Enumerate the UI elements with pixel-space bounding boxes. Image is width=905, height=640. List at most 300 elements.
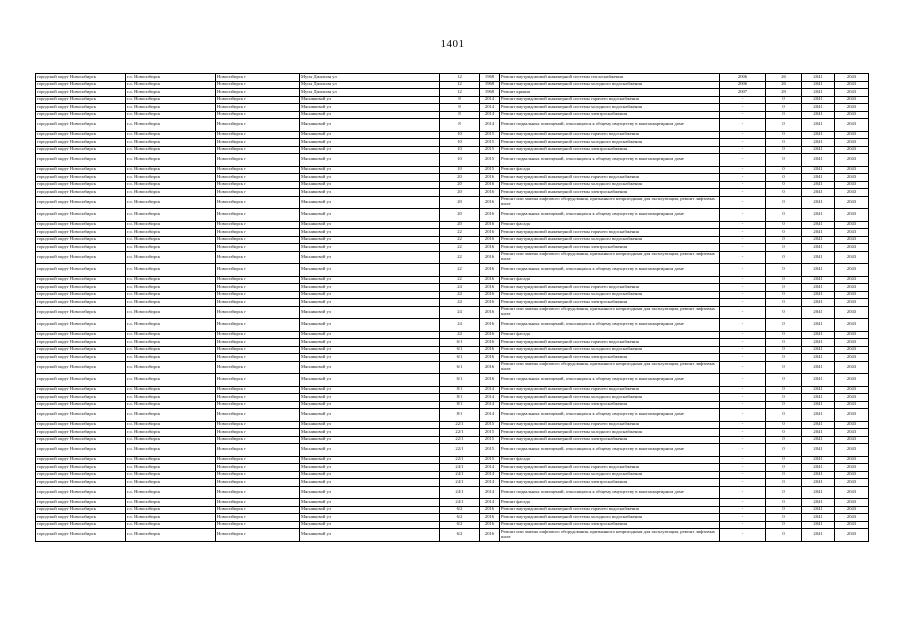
- work-type-cell: Ремонт внутридомовой инженерной системы холодного водоснабжения: [500, 236, 720, 244]
- municipality-cell: городской округ Новосибирск: [36, 174, 126, 182]
- municipality-cell: городской округ Новосибирск: [36, 189, 126, 197]
- table-row: [36, 506, 869, 514]
- district-cell: г.о. Новосибирск: [126, 394, 216, 402]
- plan-start-cell: 2041: [802, 181, 835, 189]
- year-cell: 2016: [480, 506, 500, 514]
- wear-cell: 0: [766, 131, 802, 139]
- street-cell: Мясниковой ул: [300, 521, 440, 529]
- plan-end-cell: 2043: [835, 189, 869, 197]
- plan-start-cell: 2041: [802, 189, 835, 197]
- plan-start-cell: 2041: [802, 409, 835, 422]
- district-cell: г.о. Новосибирск: [126, 444, 216, 457]
- city-cell: Новосибирск г: [216, 421, 300, 429]
- plan-end-cell: 2043: [835, 401, 869, 409]
- city-cell: Новосибирск г: [216, 506, 300, 514]
- municipality-cell: городской округ Новосибирск: [36, 81, 126, 89]
- street-cell: Мясниковой ул: [300, 221, 440, 229]
- plan-start-cell: 2041: [802, 236, 835, 244]
- house-cell: 10: [440, 131, 480, 139]
- district-cell: г.о. Новосибирск: [126, 401, 216, 409]
- district-cell: г.о. Новосибирск: [126, 521, 216, 529]
- plan-end-cell: 2043: [835, 361, 869, 374]
- city-cell: Новосибирск г: [216, 229, 300, 237]
- district-cell: г.о. Новосибирск: [126, 339, 216, 347]
- city-cell: Новосибирск г: [216, 331, 300, 339]
- city-cell: Новосибирск г: [216, 299, 300, 307]
- wear-cell: 0: [766, 464, 802, 472]
- table-row: [36, 229, 869, 237]
- prior-year-cell: -: [720, 139, 766, 147]
- table-row: [36, 81, 869, 89]
- municipality-cell: городской округ Новосибирск: [36, 506, 126, 514]
- district-cell: г.о. Новосибирск: [126, 284, 216, 292]
- year-cell: 2016: [480, 331, 500, 339]
- wear-cell: 26: [766, 81, 802, 89]
- street-cell: Мусы Джалиля ул: [300, 74, 440, 82]
- repair-schedule-table: [35, 73, 868, 542]
- district-cell: г.о. Новосибирск: [126, 514, 216, 522]
- year-cell: 2016: [480, 529, 500, 542]
- work-type-cell: Ремонт внутридомовой инженерной системы электроснабжения: [500, 521, 720, 529]
- plan-start-cell: 2041: [802, 421, 835, 429]
- table-row: [36, 96, 869, 104]
- prior-year-cell: -: [720, 131, 766, 139]
- district-cell: г.о. Новосибирск: [126, 506, 216, 514]
- municipality-cell: городской округ Новосибирск: [36, 514, 126, 522]
- table-row: [36, 74, 869, 82]
- city-cell: Новосибирск г: [216, 306, 300, 319]
- house-cell: 6/1: [440, 346, 480, 354]
- table-row: [36, 89, 869, 97]
- table-row: [36, 154, 869, 167]
- city-cell: Новосибирск г: [216, 346, 300, 354]
- year-cell: 2014: [480, 464, 500, 472]
- city-cell: Новосибирск г: [216, 284, 300, 292]
- year-cell: 2016: [480, 291, 500, 299]
- table-row: [36, 189, 869, 197]
- prior-year-cell: -: [720, 196, 766, 209]
- year-cell: 2016: [480, 181, 500, 189]
- district-cell: г.о. Новосибирск: [126, 386, 216, 394]
- district-cell: г.о. Новосибирск: [126, 486, 216, 499]
- municipality-cell: городской округ Новосибирск: [36, 374, 126, 387]
- table-row: [36, 479, 869, 487]
- work-type-cell: Ремонт внутридомовой инженерной системы горячего водоснабжения: [500, 96, 720, 104]
- table-row: [36, 409, 869, 422]
- district-cell: г.о. Новосибирск: [126, 81, 216, 89]
- district-cell: г.о. Новосибирск: [126, 429, 216, 437]
- plan-end-cell: 2043: [835, 276, 869, 284]
- wear-cell: 0: [766, 339, 802, 347]
- street-cell: Мясниковой ул: [300, 299, 440, 307]
- table-row: [36, 346, 869, 354]
- street-cell: Мясниковой ул: [300, 276, 440, 284]
- work-type-cell: Ремонт подвальных помещений, относящихся к общему имуществу в многоквартирном доме: [500, 154, 720, 167]
- year-cell: 2016: [480, 196, 500, 209]
- plan-end-cell: 2043: [835, 174, 869, 182]
- table-row: [36, 386, 869, 394]
- house-cell: 8: [440, 111, 480, 119]
- municipality-cell: городской округ Новосибирск: [36, 236, 126, 244]
- city-cell: Новосибирск г: [216, 464, 300, 472]
- plan-start-cell: 2041: [802, 119, 835, 132]
- year-cell: 2016: [480, 284, 500, 292]
- house-cell: 12: [440, 89, 480, 97]
- city-cell: Новосибирск г: [216, 146, 300, 154]
- year-cell: 2015: [480, 421, 500, 429]
- table-row: [36, 444, 869, 457]
- house-cell: 20: [440, 221, 480, 229]
- wear-cell: 0: [766, 139, 802, 147]
- city-cell: Новосибирск г: [216, 429, 300, 437]
- house-cell: 20: [440, 196, 480, 209]
- prior-year-cell: -: [720, 354, 766, 362]
- street-cell: Мясниковой ул: [300, 374, 440, 387]
- plan-end-cell: 2043: [835, 331, 869, 339]
- year-cell: 2016: [480, 299, 500, 307]
- wear-cell: 0: [766, 499, 802, 507]
- prior-year-cell: -: [720, 119, 766, 132]
- work-type-cell: Ремонт внутридомовой инженерной системы электроснабжения: [500, 189, 720, 197]
- table-row: [36, 104, 869, 112]
- work-type-cell: Ремонт внутридомовой инженерной системы горячего водоснабжения: [500, 131, 720, 139]
- year-cell: 2014: [480, 386, 500, 394]
- house-cell: 24/1: [440, 464, 480, 472]
- table-row: [36, 514, 869, 522]
- house-cell: 8/1: [440, 386, 480, 394]
- house-cell: 6/2: [440, 514, 480, 522]
- street-cell: Мясниковой ул: [300, 96, 440, 104]
- wear-cell: 0: [766, 386, 802, 394]
- prior-year-cell: -: [720, 409, 766, 422]
- street-cell: Мясниковой ул: [300, 401, 440, 409]
- year-cell: 2016: [480, 276, 500, 284]
- district-cell: г.о. Новосибирск: [126, 421, 216, 429]
- plan-start-cell: 2041: [802, 251, 835, 264]
- district-cell: г.о. Новосибирск: [126, 529, 216, 542]
- house-cell: 24: [440, 299, 480, 307]
- table-row: [36, 196, 869, 209]
- prior-year-cell: -: [720, 514, 766, 522]
- city-cell: Новосибирск г: [216, 196, 300, 209]
- district-cell: г.о. Новосибирск: [126, 264, 216, 277]
- municipality-cell: городской округ Новосибирск: [36, 331, 126, 339]
- street-cell: Мясниковой ул: [300, 506, 440, 514]
- house-cell: 8/1: [440, 409, 480, 422]
- district-cell: г.о. Новосибирск: [126, 139, 216, 147]
- municipality-cell: городской округ Новосибирск: [36, 181, 126, 189]
- house-cell: 24: [440, 319, 480, 332]
- plan-start-cell: 2041: [802, 361, 835, 374]
- wear-cell: 0: [766, 394, 802, 402]
- prior-year-cell: -: [720, 209, 766, 222]
- house-cell: 8: [440, 119, 480, 132]
- plan-end-cell: 2043: [835, 284, 869, 292]
- municipality-cell: городской округ Новосибирск: [36, 244, 126, 252]
- wear-cell: 0: [766, 96, 802, 104]
- district-cell: г.о. Новосибирск: [126, 374, 216, 387]
- year-cell: 2016: [480, 521, 500, 529]
- city-cell: Новосибирск г: [216, 119, 300, 132]
- plan-start-cell: 2041: [802, 104, 835, 112]
- municipality-cell: городской округ Новосибирск: [36, 464, 126, 472]
- district-cell: г.о. Новосибирск: [126, 131, 216, 139]
- plan-end-cell: 2043: [835, 514, 869, 522]
- wear-cell: 26: [766, 74, 802, 82]
- street-cell: Мясниковой ул: [300, 464, 440, 472]
- wear-cell: 29: [766, 89, 802, 97]
- page-number: 1401: [440, 38, 465, 50]
- street-cell: Мясниковой ул: [300, 181, 440, 189]
- wear-cell: 0: [766, 104, 802, 112]
- table-row: [36, 139, 869, 147]
- work-type-cell: Ремонт внутридомовой инженерной системы горячего водоснабжения: [500, 284, 720, 292]
- work-type-cell: Ремонт внутридомовой инженерной системы холодного водоснабжения: [500, 514, 720, 522]
- year-cell: 2015: [480, 436, 500, 444]
- plan-end-cell: 2043: [835, 196, 869, 209]
- work-type-cell: Ремонт фасада: [500, 331, 720, 339]
- wear-cell: 0: [766, 189, 802, 197]
- prior-year-cell: -: [720, 444, 766, 457]
- plan-end-cell: 2043: [835, 221, 869, 229]
- city-cell: Новосибирск г: [216, 499, 300, 507]
- district-cell: г.о. Новосибирск: [126, 119, 216, 132]
- city-cell: Новосибирск г: [216, 89, 300, 97]
- plan-end-cell: 2043: [835, 521, 869, 529]
- prior-year-cell: -: [720, 346, 766, 354]
- wear-cell: 0: [766, 264, 802, 277]
- street-cell: Мясниковой ул: [300, 421, 440, 429]
- wear-cell: 0: [766, 506, 802, 514]
- year-cell: 2014: [480, 96, 500, 104]
- year-cell: 2016: [480, 514, 500, 522]
- city-cell: Новосибирск г: [216, 386, 300, 394]
- year-cell: 2016: [480, 339, 500, 347]
- year-cell: 2014: [480, 471, 500, 479]
- year-cell: 2016: [480, 346, 500, 354]
- street-cell: Мясниковой ул: [300, 394, 440, 402]
- street-cell: Мясниковой ул: [300, 209, 440, 222]
- plan-start-cell: 2041: [802, 74, 835, 82]
- house-cell: 22/1: [440, 436, 480, 444]
- plan-end-cell: 2043: [835, 244, 869, 252]
- prior-year-cell: -: [720, 291, 766, 299]
- district-cell: г.о. Новосибирск: [126, 189, 216, 197]
- wear-cell: 0: [766, 196, 802, 209]
- prior-year-cell: -: [720, 264, 766, 277]
- plan-end-cell: 2043: [835, 306, 869, 319]
- table-row: [36, 339, 869, 347]
- table-row: [36, 436, 869, 444]
- table-row: [36, 456, 869, 464]
- city-cell: Новосибирск г: [216, 471, 300, 479]
- year-cell: 2016: [480, 319, 500, 332]
- table-row: [36, 236, 869, 244]
- year-cell: 2014: [480, 486, 500, 499]
- table-row: [36, 166, 869, 174]
- plan-start-cell: 2041: [802, 291, 835, 299]
- plan-start-cell: 2041: [802, 319, 835, 332]
- district-cell: г.о. Новосибирск: [126, 104, 216, 112]
- city-cell: Новосибирск г: [216, 394, 300, 402]
- work-type-cell: Ремонт крыши: [500, 89, 720, 97]
- city-cell: Новосибирск г: [216, 374, 300, 387]
- prior-year-cell: -: [720, 374, 766, 387]
- plan-start-cell: 2041: [802, 166, 835, 174]
- municipality-cell: городской округ Новосибирск: [36, 96, 126, 104]
- table-row: [36, 319, 869, 332]
- plan-end-cell: 2043: [835, 486, 869, 499]
- wear-cell: 0: [766, 209, 802, 222]
- municipality-cell: городской округ Новосибирск: [36, 291, 126, 299]
- work-type-cell: Ремонт внутридомовой инженерной системы холодного водоснабжения: [500, 139, 720, 147]
- work-type-cell: Ремонт внутридомовой инженерной системы теплоснабжения: [500, 74, 720, 82]
- plan-end-cell: 2043: [835, 111, 869, 119]
- prior-year-cell: -: [720, 529, 766, 542]
- street-cell: Мясниковой ул: [300, 361, 440, 374]
- street-cell: Мясниковой ул: [300, 529, 440, 542]
- district-cell: г.о. Новосибирск: [126, 354, 216, 362]
- district-cell: г.о. Новосибирск: [126, 361, 216, 374]
- municipality-cell: городской округ Новосибирск: [36, 354, 126, 362]
- plan-end-cell: 2043: [835, 354, 869, 362]
- street-cell: Мясниковой ул: [300, 319, 440, 332]
- year-cell: 2014: [480, 119, 500, 132]
- municipality-cell: городской округ Новосибирск: [36, 119, 126, 132]
- street-cell: Мясниковой ул: [300, 354, 440, 362]
- wear-cell: 0: [766, 229, 802, 237]
- work-type-cell: Ремонт внутридомовой инженерной системы электроснабжения: [500, 401, 720, 409]
- plan-start-cell: 2041: [802, 306, 835, 319]
- district-cell: г.о. Новосибирск: [126, 346, 216, 354]
- wear-cell: 0: [766, 174, 802, 182]
- district-cell: г.о. Новосибирск: [126, 196, 216, 209]
- year-cell: 2016: [480, 221, 500, 229]
- house-cell: 22/1: [440, 444, 480, 457]
- prior-year-cell: -: [720, 221, 766, 229]
- prior-year-cell: -: [720, 174, 766, 182]
- table-row: [36, 146, 869, 154]
- wear-cell: 0: [766, 244, 802, 252]
- year-cell: 2016: [480, 174, 500, 182]
- plan-start-cell: 2041: [802, 299, 835, 307]
- plan-end-cell: 2043: [835, 146, 869, 154]
- district-cell: г.о. Новосибирск: [126, 409, 216, 422]
- district-cell: г.о. Новосибирск: [126, 229, 216, 237]
- district-cell: г.о. Новосибирск: [126, 221, 216, 229]
- city-cell: Новосибирск г: [216, 154, 300, 167]
- street-cell: Мясниковой ул: [300, 119, 440, 132]
- plan-start-cell: 2041: [802, 196, 835, 209]
- work-type-cell: Ремонт внутридомовой инженерной системы электроснабжения: [500, 479, 720, 487]
- city-cell: Новосибирск г: [216, 166, 300, 174]
- municipality-cell: городской округ Новосибирск: [36, 146, 126, 154]
- prior-year-cell: -: [720, 456, 766, 464]
- city-cell: Новосибирск г: [216, 81, 300, 89]
- wear-cell: 0: [766, 514, 802, 522]
- municipality-cell: городской округ Новосибирск: [36, 131, 126, 139]
- plan-end-cell: 2043: [835, 166, 869, 174]
- plan-end-cell: 2043: [835, 436, 869, 444]
- year-cell: 2015: [480, 444, 500, 457]
- municipality-cell: городской округ Новосибирск: [36, 154, 126, 167]
- table-row: [36, 291, 869, 299]
- wear-cell: 0: [766, 319, 802, 332]
- plan-end-cell: 2043: [835, 421, 869, 429]
- plan-start-cell: 2041: [802, 146, 835, 154]
- wear-cell: 0: [766, 284, 802, 292]
- street-cell: Мясниковой ул: [300, 436, 440, 444]
- wear-cell: 0: [766, 456, 802, 464]
- table-row: [36, 119, 869, 132]
- plan-end-cell: 2043: [835, 409, 869, 422]
- district-cell: г.о. Новосибирск: [126, 251, 216, 264]
- district-cell: г.о. Новосибирск: [126, 74, 216, 82]
- work-type-cell: Ремонт внутридомовой инженерной системы электроснабжения: [500, 146, 720, 154]
- plan-start-cell: 2041: [802, 244, 835, 252]
- house-cell: 6/1: [440, 361, 480, 374]
- table-row: [36, 284, 869, 292]
- house-cell: 8/1: [440, 401, 480, 409]
- city-cell: Новосибирск г: [216, 236, 300, 244]
- municipality-cell: городской округ Новосибирск: [36, 166, 126, 174]
- wear-cell: 0: [766, 306, 802, 319]
- plan-end-cell: 2043: [835, 386, 869, 394]
- work-type-cell: Ремонт или замена лифтового оборудования, признанного непригодным для эксплуатации, ремонт лифтовых шахт: [500, 529, 720, 542]
- prior-year-cell: 2006: [720, 74, 766, 82]
- plan-start-cell: 2041: [802, 471, 835, 479]
- table-row: [36, 221, 869, 229]
- street-cell: Мясниковой ул: [300, 146, 440, 154]
- prior-year-cell: -: [720, 319, 766, 332]
- house-cell: 22: [440, 229, 480, 237]
- plan-end-cell: 2043: [835, 154, 869, 167]
- plan-end-cell: 2043: [835, 394, 869, 402]
- house-cell: 22: [440, 276, 480, 284]
- wear-cell: 0: [766, 529, 802, 542]
- street-cell: Мясниковой ул: [300, 131, 440, 139]
- municipality-cell: городской округ Новосибирск: [36, 409, 126, 422]
- year-cell: 2016: [480, 229, 500, 237]
- city-cell: Новосибирск г: [216, 251, 300, 264]
- plan-end-cell: 2043: [835, 499, 869, 507]
- plan-start-cell: 2041: [802, 354, 835, 362]
- wear-cell: 0: [766, 346, 802, 354]
- plan-start-cell: 2041: [802, 131, 835, 139]
- plan-start-cell: 2041: [802, 464, 835, 472]
- prior-year-cell: -: [720, 436, 766, 444]
- house-cell: 24: [440, 306, 480, 319]
- house-cell: 6/2: [440, 529, 480, 542]
- year-cell: 2014: [480, 394, 500, 402]
- street-cell: Мясниковой ул: [300, 251, 440, 264]
- city-cell: Новосибирск г: [216, 479, 300, 487]
- work-type-cell: Ремонт внутридомовой инженерной системы горячего водоснабжения: [500, 506, 720, 514]
- plan-end-cell: 2043: [835, 81, 869, 89]
- work-type-cell: Ремонт фасада: [500, 276, 720, 284]
- wear-cell: 0: [766, 119, 802, 132]
- wear-cell: 0: [766, 299, 802, 307]
- prior-year-cell: -: [720, 299, 766, 307]
- city-cell: Новосибирск г: [216, 521, 300, 529]
- district-cell: г.о. Новосибирск: [126, 276, 216, 284]
- prior-year-cell: 2007: [720, 89, 766, 97]
- table-row: [36, 464, 869, 472]
- municipality-cell: городской округ Новосибирск: [36, 499, 126, 507]
- city-cell: Новосибирск г: [216, 189, 300, 197]
- plan-start-cell: 2041: [802, 429, 835, 437]
- district-cell: г.о. Новосибирск: [126, 236, 216, 244]
